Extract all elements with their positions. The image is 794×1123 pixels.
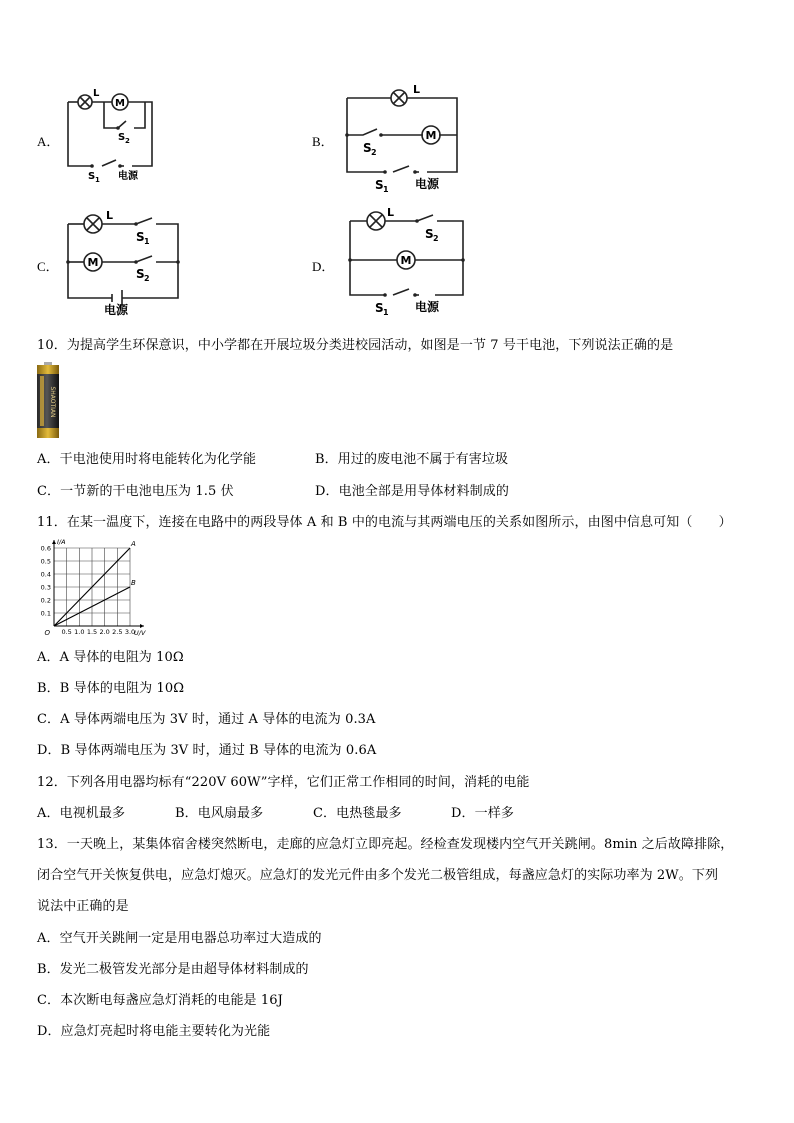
switch2-sub-c: 2 (144, 274, 150, 283)
switch1-label-a: S (88, 171, 96, 182)
switch2-sub-d: 2 (433, 234, 439, 243)
x-tick-label: 1.5 (86, 628, 98, 636)
q13-option-d: D．应急灯亮起时将电能主要转化为光能 (37, 1024, 271, 1039)
q10-option-c: C．一节新的干电池电压为 1.5 伏 (37, 484, 234, 499)
q13-option-c: C．本次断电每盏应急灯消耗的电能是 16J (37, 993, 283, 1008)
lamp-label-c: L (106, 209, 114, 222)
q12-option-c: C．电热毯最多 (313, 806, 402, 821)
source-label-b: 电源 (415, 177, 440, 191)
lamp-label-b: L (413, 83, 421, 96)
x-tick-label: 2.0 (99, 628, 110, 636)
switch1-label-d: S (375, 301, 384, 315)
circuit-diagram-d (335, 205, 470, 317)
lamp-label-d: L (387, 206, 395, 219)
x-axis-arrow (140, 624, 144, 628)
switch2-label-b: S (363, 141, 372, 155)
y-tick-label: 0.3 (40, 583, 51, 592)
y-axis-arrow (52, 540, 56, 544)
q13-stem-line3: 说法中正确的是 (37, 899, 129, 914)
q12-stem: 12．下列各用电器均标有“220V 60W”字样，它们正常工作相同的时间，消耗的电能 (37, 775, 530, 790)
switch1-sub-d: 1 (383, 308, 389, 317)
q11-option-d: D．B 导体两端电压为 3V 时，通过 B 导体的电流为 0.6A (37, 743, 377, 758)
q11-option-b: B．B 导体的电阻为 10Ω (37, 681, 185, 696)
x-tick-label: 2.5 (112, 628, 123, 636)
circuit-diagram-a (60, 88, 170, 183)
q10-option-b: B．用过的废电池不属于有害垃圾 (315, 452, 509, 467)
switch1-label-c: S (136, 230, 145, 244)
motor-symbol-d: M (400, 254, 412, 267)
x-tick-label: 3.0 (124, 628, 136, 636)
y-tick-label: 0.2 (40, 596, 51, 605)
q10-option-d: D．电池全部是用导体材料制成的 (315, 484, 509, 499)
q12-option-b: B．电风扇最多 (175, 806, 264, 821)
y-tick-label: 0.5 (40, 557, 51, 566)
q13-stem-line2: 闭合空气开关恢复供电，应急灯熄灭。应急灯的发光元件由多个发光二极管组成，每盏应急灯的实际功率为 2W。下列 (37, 868, 719, 883)
source-label-d: 电源 (415, 300, 440, 314)
switch2-label-d: S (425, 227, 434, 241)
switch2-label-c: S (136, 267, 145, 281)
motor-symbol-b: M (425, 129, 437, 142)
switch1-sub-b: 1 (383, 185, 389, 194)
y-tick-label: 0.6 (40, 544, 51, 553)
switch1-label-b: S (375, 178, 384, 192)
circuit-diagram-b (335, 82, 470, 194)
option-c-label: C． (37, 259, 59, 274)
switch1-sub-a: 1 (95, 176, 100, 183)
y-tick-label: 0.1 (40, 609, 51, 618)
lamp-label-a: L (93, 88, 100, 99)
q13-stem-line1: 13．一天晚上，某集体宿舍楼突然断电，走廊的应急灯立即亮起。经检查发现楼内空气开关跳闸。8min 之后故障排除， (37, 837, 734, 852)
q10-option-a: A．干电池使用时将电能转化为化学能 (37, 452, 257, 467)
battery-image (36, 362, 60, 440)
x-tick-label: 0.5 (61, 628, 72, 636)
switch2-sub-a: 2 (125, 137, 130, 145)
battery-brand-text: SHAOTIAN (49, 386, 56, 418)
series-label-a: A (131, 540, 136, 548)
series-label-b: B (131, 579, 136, 587)
motor-symbol-c: M (87, 256, 99, 269)
switch1-sub-c: 1 (144, 237, 150, 246)
q13-option-a: A．空气开关跳闸一定是用电器总功率过大造成的 (37, 931, 322, 946)
source-label-c: 电源 (104, 303, 129, 316)
q10-stem: 10．为提高学生环保意识，中小学都在开展垃圾分类进校园活动，如图是一节 7 号干电池，下列说法正确的是 (37, 338, 674, 353)
y-axis-label: I/A (57, 538, 66, 546)
option-d-label: D． (312, 259, 335, 274)
source-label-a: 电源 (118, 171, 138, 182)
switch2-label-a: S (118, 132, 126, 143)
q11-option-a: A．A 导体的电阻为 10Ω (37, 650, 184, 665)
x-axis-label: U/V (134, 629, 146, 637)
origin-label: O (44, 629, 50, 637)
x-tick-label: 1.0 (74, 628, 85, 636)
q13-option-b: B．发光二极管发光部分是由超导体材料制成的 (37, 962, 309, 977)
q11-option-c: C．A 导体两端电压为 3V 时，通过 A 导体的电流为 0.3A (37, 712, 376, 727)
y-tick-label: 0.4 (40, 570, 51, 579)
iv-chart (36, 538, 154, 638)
circuit-diagram-c (60, 208, 185, 316)
option-b-label: B． (312, 134, 334, 149)
q11-stem: 11．在某一温度下，连接在电路中的两段导体 A 和 B 中的电流与其两端电压的关系如图所示，由图中信息可知（ ） (37, 515, 732, 530)
switch2-sub-b: 2 (371, 148, 377, 157)
q12-option-d: D．一样多 (451, 806, 514, 821)
option-a-label: A． (37, 134, 60, 149)
motor-symbol-a: M (115, 98, 125, 109)
q12-option-a: A．电视机最多 (37, 806, 126, 821)
